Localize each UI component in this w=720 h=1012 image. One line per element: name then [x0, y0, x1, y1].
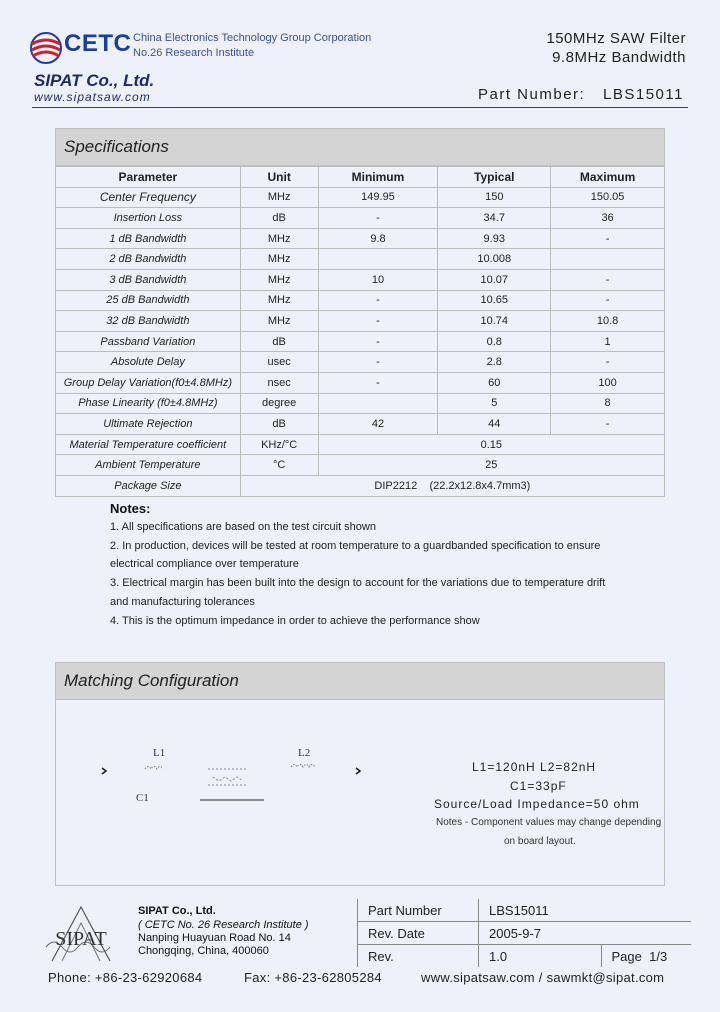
param-cell: Insertion Loss	[56, 208, 241, 229]
table-row	[56, 208, 665, 229]
component-values: L1=120nH L2=82nH	[472, 760, 597, 774]
column-header: Typical	[438, 167, 551, 188]
page-label: Page	[611, 948, 642, 964]
matching-heading: Matching Configuration	[55, 662, 665, 700]
column-header: Parameter	[56, 167, 241, 188]
table-row	[56, 228, 665, 249]
param-cell: 1 dB Bandwidth	[56, 228, 241, 249]
unit-cell: nsec	[240, 372, 318, 393]
svg-text:SIPAT: SIPAT	[55, 928, 107, 950]
info-label: Rev.	[358, 945, 479, 968]
matching-note: on board layout.	[504, 836, 576, 847]
param-cell: Material Temperature coefficient	[56, 434, 241, 455]
param-cell: Package Size	[56, 475, 241, 496]
max-cell: -	[551, 228, 665, 249]
org-institute: No.26 Research Institute	[133, 47, 255, 59]
specifications-heading: Specifications	[55, 128, 665, 166]
column-header: Unit	[240, 167, 318, 188]
table-row	[358, 922, 692, 945]
footer-company: SIPAT Co., Ltd.	[138, 905, 216, 917]
unit-cell: dB	[240, 331, 318, 352]
param-cell: 32 dB Bandwidth	[56, 311, 241, 332]
max-cell: -	[551, 352, 665, 373]
param-cell: Phase Linearity (f0±4.8MHz)	[56, 393, 241, 414]
typ-cell: 10.008	[438, 249, 551, 270]
column-header: Minimum	[318, 167, 438, 188]
max-cell: -	[551, 414, 665, 435]
cetc-logo-icon	[28, 30, 64, 66]
table-row	[56, 352, 665, 373]
min-cell: 149.95	[318, 187, 438, 208]
unit-cell: MHz	[240, 269, 318, 290]
website-link[interactable]: www.sipatsaw.com	[34, 90, 151, 104]
page-value: 1/3	[649, 948, 668, 964]
min-cell: 9.8	[318, 228, 438, 249]
typ-cell: 10.65	[438, 290, 551, 311]
impedance-value: Source/Load Impedance=50 ohm	[434, 797, 640, 811]
unit-cell: MHz	[240, 290, 318, 311]
table-row	[56, 434, 665, 455]
param-cell: Ultimate Rejection	[56, 414, 241, 435]
note-line: and manufacturing tolerances	[110, 596, 255, 608]
unit-cell: MHz	[240, 311, 318, 332]
table-row	[56, 290, 665, 311]
note-line: electrical compliance over temperature	[110, 558, 299, 570]
max-cell: 1	[551, 331, 665, 352]
value-cell: 0.15	[318, 434, 664, 455]
note-line: 2. In production, devices will be tested at room temperature to a guardbanded specification to ensure	[110, 540, 601, 552]
min-cell: -	[318, 311, 438, 332]
note-line: 3. Electrical margin has been built into the design to account for the variations due to temperature drift	[110, 577, 606, 589]
notes-heading: Notes:	[110, 501, 151, 516]
label-l1: L1	[153, 747, 166, 759]
part-number-label: Part Number:	[478, 86, 586, 103]
info-value: LBS15011	[479, 899, 602, 922]
unit-cell: dB	[240, 414, 318, 435]
max-cell: 100	[551, 372, 665, 393]
info-label: Rev. Date	[358, 922, 479, 945]
typ-cell: 44	[438, 414, 551, 435]
footer-phone: Phone: +86-23-62920684	[48, 970, 203, 985]
label-c1: C1	[136, 792, 149, 804]
table-row	[358, 945, 692, 968]
min-cell: -	[318, 372, 438, 393]
typ-cell: 10.74	[438, 311, 551, 332]
product-subtitle: 9.8MHz Bandwidth	[552, 49, 686, 66]
note-line: 1. All specifications are based on the test circuit shown	[110, 521, 376, 533]
param-cell: 2 dB Bandwidth	[56, 249, 241, 270]
unit-cell: MHz	[240, 249, 318, 270]
table-row	[56, 455, 665, 476]
output-arrow-icon	[356, 768, 360, 774]
info-value: 2005-9-7	[479, 922, 602, 945]
page-indicator	[601, 945, 691, 968]
typ-cell: 9.93	[438, 228, 551, 249]
table-row	[56, 372, 665, 393]
label-l2: L2	[298, 747, 311, 759]
sipat-logo-icon	[36, 903, 126, 965]
org-name: China Electronics Technology Group Corporation	[133, 32, 372, 44]
input-arrow-icon	[102, 768, 106, 774]
unit-cell: degree	[240, 393, 318, 414]
max-cell: 8	[551, 393, 665, 414]
table-row	[56, 311, 665, 332]
min-cell: -	[318, 290, 438, 311]
typ-cell: 10.07	[438, 269, 551, 290]
unit-cell: MHz	[240, 187, 318, 208]
info-label: Part Number	[358, 899, 479, 922]
inductor-l1-icon	[145, 767, 163, 770]
min-cell: -	[318, 208, 438, 229]
param-cell: Passband Variation	[56, 331, 241, 352]
capacitor-value: C1=33pF	[510, 779, 567, 793]
company-name: SIPAT Co., Ltd.	[34, 71, 155, 90]
footer-city: Chongqing, China, 400060	[138, 945, 269, 957]
table-row	[56, 393, 665, 414]
param-cell: 3 dB Bandwidth	[56, 269, 241, 290]
typ-cell: 34.7	[438, 208, 551, 229]
min-cell	[318, 249, 438, 270]
inductor-l2-icon	[291, 765, 315, 768]
table-row	[56, 269, 665, 290]
max-cell: 10.8	[551, 311, 665, 332]
cetc-logo-text: CETC	[64, 30, 132, 57]
unit-cell: usec	[240, 352, 318, 373]
typ-cell: 0.8	[438, 331, 551, 352]
header-divider	[32, 107, 688, 108]
product-title: 150MHz SAW Filter	[546, 30, 686, 47]
matching-note: Notes - Component values may change depending	[436, 817, 662, 828]
typ-cell: 2.8	[438, 352, 551, 373]
min-cell: 10	[318, 269, 438, 290]
footer-institute: ( CETC No. 26 Research Institute )	[138, 919, 309, 931]
footer-address: Nanping Huayuan Road No. 14	[138, 932, 291, 944]
max-cell	[551, 249, 665, 270]
param-cell: 25 dB Bandwidth	[56, 290, 241, 311]
max-cell: -	[551, 269, 665, 290]
min-cell: -	[318, 331, 438, 352]
note-line: 4. This is the optimum impedance in order to achieve the performance show	[110, 615, 480, 627]
column-header: Maximum	[551, 167, 665, 188]
table-row	[56, 187, 665, 208]
value-cell: DIP2212 (22.2x12.8x4.7mm3)	[240, 475, 664, 496]
unit-cell: MHz	[240, 228, 318, 249]
table-header-row	[56, 167, 665, 188]
unit-cell: KHz/°C	[240, 434, 318, 455]
unit-cell: °C	[240, 455, 318, 476]
value-cell: 25	[318, 455, 664, 476]
table-row	[358, 899, 692, 922]
saw-filter-icon	[208, 769, 248, 785]
param-cell: Absolute Delay	[56, 352, 241, 373]
part-number-value: LBS15011	[603, 86, 684, 103]
max-cell: 36	[551, 208, 665, 229]
typ-cell: 150	[438, 187, 551, 208]
table-row	[56, 249, 665, 270]
min-cell	[318, 393, 438, 414]
param-cell: Center Frequency	[56, 187, 241, 208]
min-cell: 42	[318, 414, 438, 435]
min-cell: -	[318, 352, 438, 373]
max-cell: -	[551, 290, 665, 311]
document-info-table	[357, 899, 691, 967]
footer-fax: Fax: +86-23-62805284	[244, 970, 382, 985]
param-cell: Ambient Temperature	[56, 455, 241, 476]
info-value: 1.0	[479, 945, 602, 968]
param-cell: Group Delay Variation(f0±4.8MHz)	[56, 372, 241, 393]
unit-cell: dB	[240, 208, 318, 229]
typ-cell: 5	[438, 393, 551, 414]
max-cell: 150.05	[551, 187, 665, 208]
typ-cell: 60	[438, 372, 551, 393]
table-row	[56, 414, 665, 435]
specifications-table	[55, 166, 665, 497]
table-row	[56, 475, 665, 496]
table-row	[56, 331, 665, 352]
footer-web-email[interactable]: www.sipatsaw.com / sawmkt@sipat.com	[421, 970, 665, 985]
